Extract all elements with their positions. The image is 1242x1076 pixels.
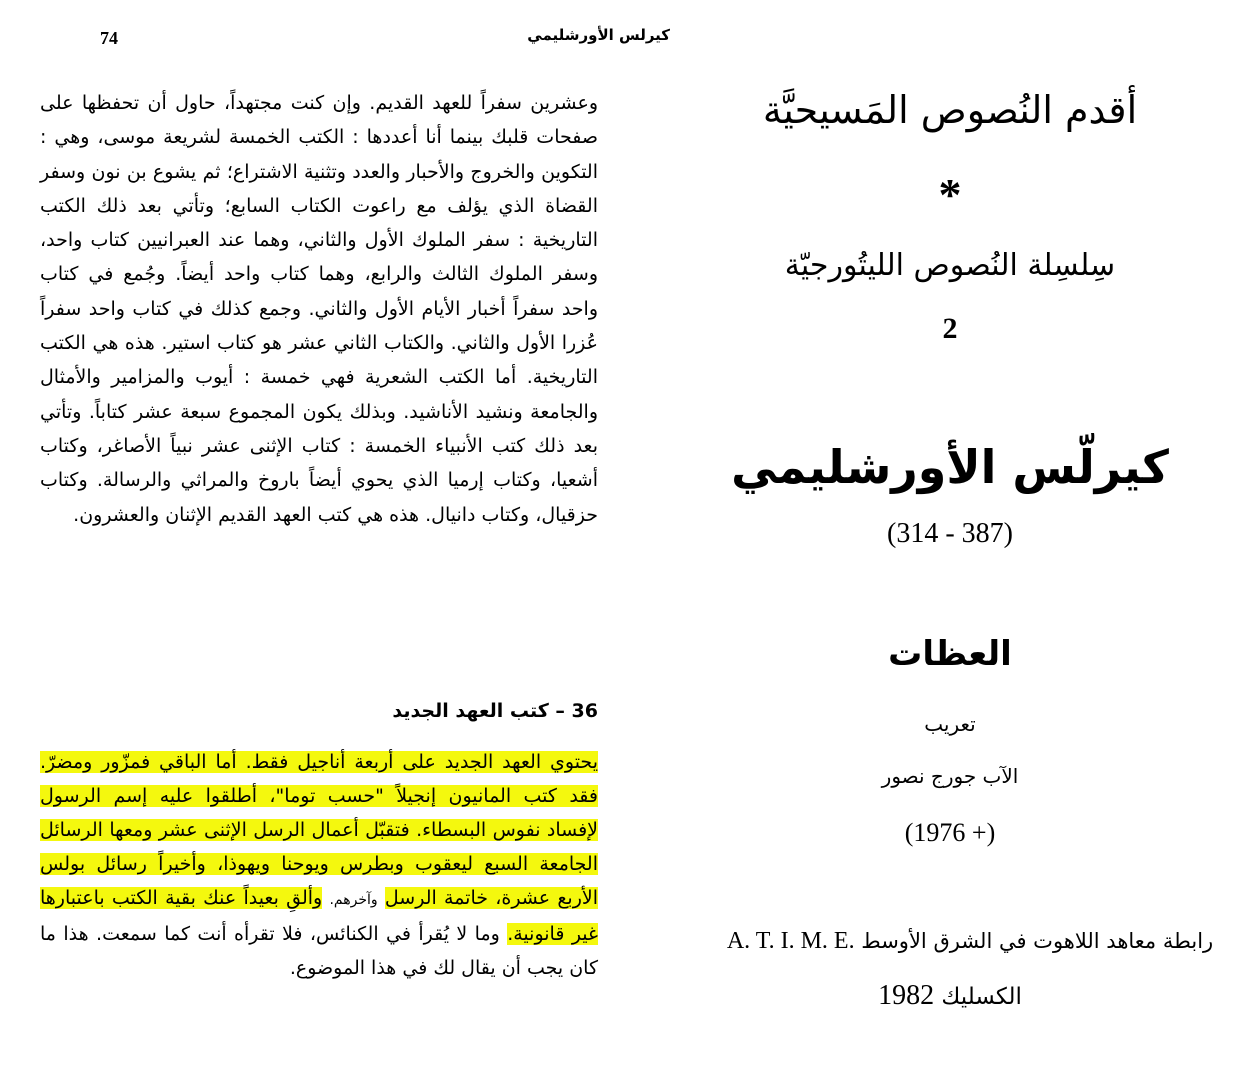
translation-label: تعريب	[924, 712, 976, 736]
place-year	[660, 980, 1240, 1012]
subseries-title: سِلسِلة النُصوص الليتُورجيّة	[784, 248, 1116, 283]
page-number: 74	[100, 28, 118, 48]
star-ornament: *	[938, 169, 962, 220]
publisher	[680, 928, 1242, 955]
series-title: أقدم النُصوص المَسيحيَّة	[762, 88, 1138, 132]
body-column	[40, 86, 598, 532]
publisher-abbr: A. T. I. M. E.	[726, 928, 855, 954]
translator-death-year: (+ 1976)	[904, 818, 996, 847]
publisher-name: رابطة معاهد اللاهوت في الشرق الأوسط	[861, 929, 1214, 953]
section-heading: 36 – كتب العهد الجديد	[392, 700, 598, 722]
small-inline-text: وآخرهم.	[329, 892, 378, 908]
author-name: كيرلّس الأورشليمي	[731, 440, 1169, 494]
publication-year: 1982	[878, 980, 935, 1011]
trailing-text: وما لا يُقرأ في الكنائس، فلا تقرأه أنت كما سمعت. هذا ما كان يجب أن يقال لك في هذا الموضوع.	[40, 923, 598, 979]
highlighted-text-2: وألقِ بعيداً عنك بقية الكتب باعتبارها غير قانونية.	[40, 887, 598, 945]
volume-number: 2	[942, 312, 958, 345]
highlighted-text: يحتوي العهد الجديد على أربعة أناجيل فقط. أما الباقي فمزّور ومضرّ. فقد كتب المانيون إنجيلاً "حسب توما"، أطلقوا عليه إسم الرسول لإفساد نفوس البسطاء. فتقبّل أعمال الرسل الإثنى عشر ومعها الرسائل الجامعة السبع ليعقوب وبطرس ويوحنا ويهوذا، وأخيراً رسائل بولس الأربع عشرة، خاتمة الرسل	[40, 751, 599, 909]
work-title: العظات	[888, 634, 1012, 674]
title-page	[660, 0, 1240, 1076]
author-dates: (314 - 387)	[887, 518, 1013, 549]
publication-place: الكسليك	[941, 984, 1022, 1010]
translator-name: الآب جورج نصور	[881, 764, 1019, 788]
section-body	[40, 745, 598, 985]
body-paragraph: وعشرين سفراً للعهد القديم. وإن كنت مجتهداً، حاول أن تحفظها على صفحات قلبك بينما أنا أعددها : الكتب الخمسة لشريعة موسى، وهي : التكوين والخروج والأحبار والعدد وتثنية الاشتراع؛ ثم يشوع بن نون وسفر القضاة الذي يؤلف مع راعوت الكتاب السابع؛ وتأتي بعد ذلك الكتب التاريخية : سفر الملوك الأول والثاني، وهما عند العبرانيين كتاب واحد، وسفر الملوك الثالث والرابع، وهما كتاب واحد أيضاً. وجُمع في كتاب واحد سفراً أخبار الأيام الأول والثاني. وجمع كذلك في كتاب واحد سفراً عُزرا الأول والثاني. والكتاب الثاني عشر هو كتاب استير. هذه هي الكتب التاريخية. أما الكتب الشعرية فهي خمسة : أيوب والمزامير والأمثال والجامعة ونشيد الأناشيد. وبذلك يكون المجموع سبعة عشر كتاباً. وتأتي بعد ذلك كتب الأنبياء الخمسة : كتاب الإثنى عشر نبياً الأصاغر، وكتاب أشعيا، وكتاب إرميا الذي يحوي أيضاً باروخ والمراثي والرسالة. وكتاب حزقيال، وكتاب دانيال. هذه هي كتب العهد القديم الإثنان والعشرون.	[40, 92, 598, 526]
running-head: كيرلس الأورشليمي	[527, 26, 670, 44]
